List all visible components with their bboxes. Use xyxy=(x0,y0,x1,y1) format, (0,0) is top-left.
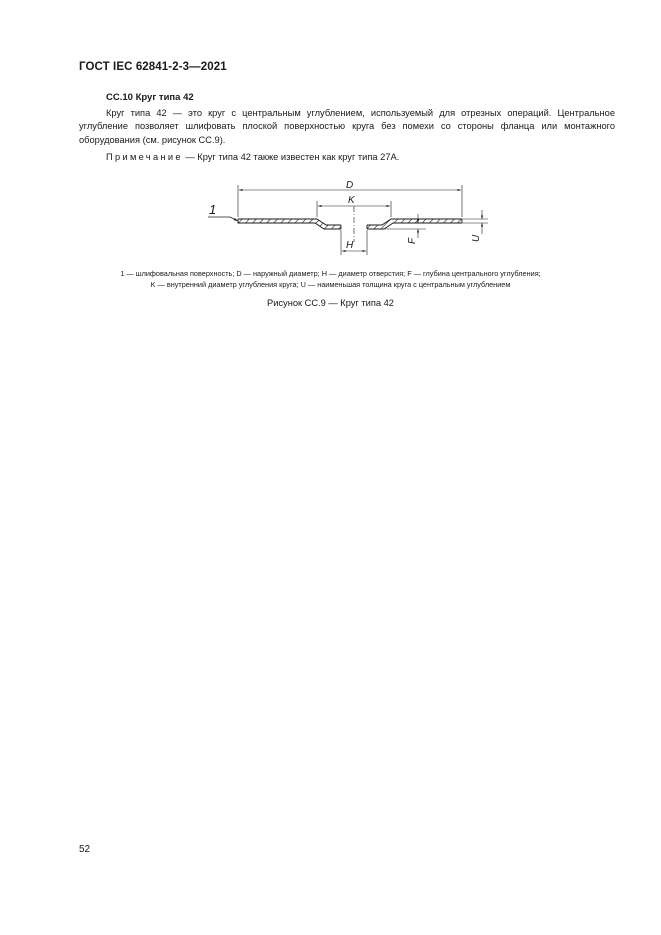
label-K: K xyxy=(348,195,355,206)
note xyxy=(106,152,399,162)
note-label: Примечание xyxy=(106,152,183,162)
label-H: H xyxy=(346,240,354,251)
figure-legend-line1: 1 — шлифовальная поверхность; D — наружный диаметр; H — диаметр отверстия; F — глубина центрального углубления; xyxy=(120,269,541,278)
label-F: F xyxy=(407,237,418,244)
wheel-drawing xyxy=(200,176,500,260)
figure-caption: Рисунок СС.9 — Круг типа 42 xyxy=(267,298,394,308)
figure-legend-line2: K — внутренний диаметр углубления круга; U — наименьшая толщина круга с центральным углублением xyxy=(150,280,511,289)
section-title: СС.10 Круг типа 42 xyxy=(106,92,194,103)
note-text: — Круг типа 42 также известен как круг типа 27А. xyxy=(185,152,400,162)
section-paragraph: Круг типа 42 — это круг с центральным углублением, используемый для отрезных операций. Центральное углубление позволяет шлифовать плоской поверхностью круга без помехи со стороны фланца или монтажного оборудования (см. рисунок СС.9). xyxy=(79,108,615,145)
page-number: 52 xyxy=(79,844,91,855)
label-U: U xyxy=(471,234,482,242)
document-header: ГОСТ IEC 62841-2-3—2021 xyxy=(79,61,227,73)
callout-1: 1 xyxy=(209,202,217,217)
label-D: D xyxy=(346,180,354,191)
